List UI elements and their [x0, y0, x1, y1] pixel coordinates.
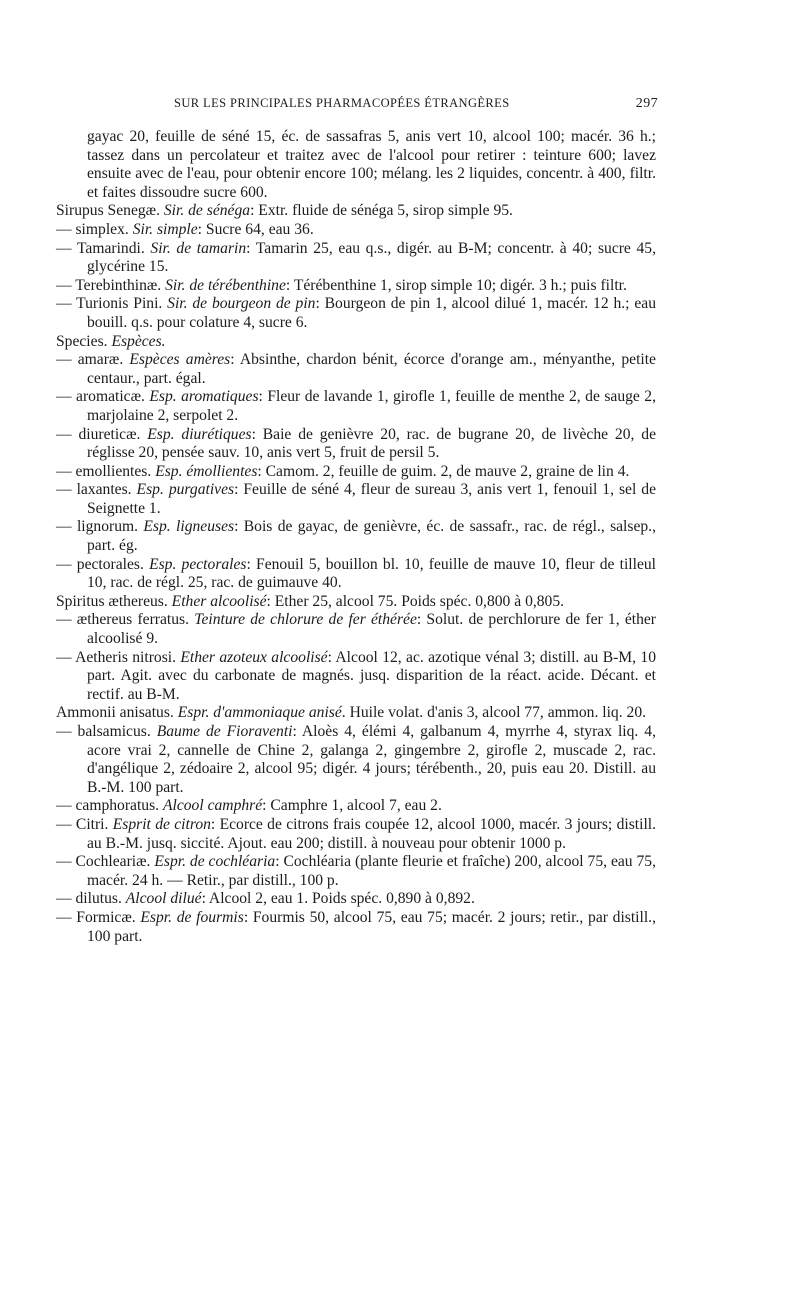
entry-french-name: Esp. aromatiques [149, 388, 259, 406]
entry-text: . Huile volat. d'anis 3, alcool 77, ammon. liq. 20. [341, 704, 647, 722]
recipe-entry [56, 388, 656, 425]
recipe-entry [56, 649, 656, 705]
entry-french-name: Sir. de sénéga [163, 202, 251, 220]
entry-text: : Térébenthine 1, sirop simple 10; digér. 3 h.; puis filtr. [285, 276, 627, 294]
recipe-entry [56, 221, 656, 240]
recipe-entry [56, 463, 656, 482]
recipe-entry [56, 295, 656, 332]
recipe-entry [56, 240, 656, 277]
entry-latin-name: — aromaticæ. [56, 388, 145, 406]
entry-french-name: Sir. de térébenthine [165, 276, 286, 294]
entry-french-name: Esp. pectorales [149, 555, 247, 573]
recipe-entry [56, 853, 656, 890]
recipe-entry [56, 704, 656, 723]
entry-text: : Cochléaria (plante fleurie et fraîche) 200, alcool 75, eau 75, macér. 24 h. — Retir., par distill., 100 p. [87, 853, 657, 889]
entry-french-name: Esp. ligneuses [143, 518, 235, 536]
entry-latin-name: — Terebinthinæ. [56, 276, 162, 294]
entry-text: gayac 20, feuille de séné 15, éc. de sassafras 5, anis vert 10, alcool 100; macér. 36 h.; tassez dans un percolateur et traitez avec de l'alcool pour retirer : teinture 600; lavez ensuite avec de l'eau, pour obtenir encore 100; mélang. les 2 liquides, concentr. à 400, filtr. et faites dissoudre sucre 600. [87, 128, 656, 201]
entry-text: : Fleur de lavande 1, girofle 1, feuille de menthe 2, de sauge 2, marjolaine 2, serpolet 2. [87, 388, 657, 424]
entry-text: : Tamarin 25, eau q.s., digér. au B-M; concentr. à 40; sucre 45, glycérine 15. [87, 239, 656, 276]
recipe-entry [56, 426, 656, 463]
recipe-entry [56, 518, 656, 555]
recipe-entry [56, 333, 656, 352]
entry-text: : Bourgeon de pin 1, alcool dilué 1, macér. 12 h.; eau bouill. q.s. pour colature 4, sucre 6. [87, 295, 656, 331]
entry-french-name: Ether alcoolisé [171, 592, 267, 610]
entry-text: : Ether 25, alcool 75. Poids spéc. 0,800 à 0,805. [266, 592, 565, 610]
entry-latin-name: — simplex. [56, 220, 129, 238]
entry-text: : Camphre 1, alcool 7, eau 2. [262, 797, 442, 815]
entry-french-name: Espr. d'ammoniaque anisé [177, 704, 342, 722]
entry-text: : Absinthe, chardon bénit, écorce d'orange am., ményanthe, petite centaur., part. égal. [87, 351, 656, 387]
entry-latin-name: — æthereus ferratus. [56, 611, 189, 629]
entry-text: : Feuille de séné 4, fleur de sureau 3, anis vert 1, fenouil 1, sel de Seignette 1. [87, 481, 656, 517]
entry-french-name: Ether azoteux alcoolisé [180, 648, 328, 666]
recipe-entry [56, 723, 656, 797]
entry-french-name: Espr. de fourmis [140, 908, 244, 926]
continued-paragraph [56, 128, 656, 202]
entry-text: : Alcool 12, ac. azotique vénal 3; distill. au B-M, 10 part. Agit. avec du carbonate de magnés. jusq. disparition de la réact. acide. Décant. et rectif. au B-M. [87, 648, 656, 703]
entry-latin-name: — Turionis Pini. [56, 295, 163, 313]
recipe-entry [56, 556, 656, 593]
entry-latin-name: — Formicæ. [56, 908, 136, 926]
entry-french-name: Esprit de citron [112, 815, 211, 833]
recipe-entry [56, 611, 656, 648]
page-number: 297 [635, 96, 658, 111]
entry-french-name: Esp. diurétiques [147, 425, 252, 443]
page-body [56, 128, 656, 946]
recipe-entry [56, 202, 656, 221]
recipe-entry [56, 816, 656, 853]
entry-latin-name: — Cochleariæ. [56, 853, 151, 871]
entry-latin-name: — lignorum. [56, 518, 139, 536]
entry-french-name: Espr. de cochléaria [154, 853, 276, 871]
running-title: SUR LES PRINCIPALES PHARMACOPÉES ÉTRANGÈRES [174, 96, 510, 110]
entry-french-name: Espèces. [111, 332, 166, 350]
recipe-entry [56, 481, 656, 518]
entry-latin-name: — Citri. [56, 815, 109, 833]
entry-french-name: Sir. simple [132, 220, 198, 238]
entry-latin-name: — amaræ. [56, 351, 124, 369]
entry-text: : Fenouil 5, bouillon bl. 10, feuille de mauve 10, fleur de tilleul 10, rac. de régl. 25, rac. de guimauve 40. [87, 555, 656, 592]
entry-latin-name: Ammonii anisatus. [56, 704, 174, 722]
entry-french-name: Esp. purgatives [136, 481, 235, 499]
entry-french-name: Espèces amères [129, 351, 231, 369]
entry-text: : Sucre 64, eau 36. [197, 220, 314, 238]
entry-text: : Baie de genièvre 20, rac. de bugrane 20, de livèche 20, de réglisse 20, pensée sauv. 10, anis vert 5, fruit de persil 5. [87, 425, 656, 462]
entry-text: : Aloès 4, élémi 4, galbanum 4, myrrhe 4, styrax liq. 4, acore vrai 2, cannelle de Chine 2, galanga 2, gingembre 2, girofle 2, muscade 2, rac. d'angélique 2, zédoaire 2, alcool 95; digér. 4 jours; térébenth., 20, puis eau 20. Distill. au B.-M. 100 part. [87, 723, 656, 796]
entry-latin-name: — Aetheris nitrosi. [56, 648, 176, 666]
entry-text: : Solut. de perchlorure de fer 1, éther alcoolisé 9. [87, 611, 657, 648]
entry-text: : Ecorce de citrons frais coupée 12, alcool 1000, macér. 3 jours; distill. au B.-M. jusq. siccité. Ajout. eau 200; distill. à nouveau pour obtenir 1000 p. [87, 815, 657, 852]
recipe-entry [56, 797, 656, 816]
entry-latin-name: — camphoratus. [56, 797, 160, 815]
entry-text: : Bois de gayac, de genièvre, éc. de sassafr., rac. de régl., salsep., part. ég. [87, 518, 656, 555]
entry-latin-name: — dilutus. [56, 890, 122, 908]
entry-latin-name: — diureticæ. [56, 425, 141, 443]
entry-latin-name: — emollientes. [56, 462, 152, 480]
entry-latin-name: — Tamarindi. [56, 239, 145, 257]
entry-latin-name: — balsamicus. [56, 723, 151, 740]
entry-text: : Camom. 2, feuille de guim. 2, de mauve 2, graine de lin 4. [257, 462, 630, 480]
entry-french-name: Alcool camphré [162, 797, 263, 815]
recipe-entry [56, 351, 656, 388]
entry-french-name: Baume de Fioraventi [156, 723, 293, 740]
entry-french-name: Alcool dilué [125, 890, 202, 908]
entry-french-name: Teinture de chlorure de fer éthérée [194, 611, 417, 629]
entry-latin-name: Spiritus æthereus. [56, 592, 168, 610]
entry-french-name: Sir. de bourgeon de pin [167, 295, 316, 313]
entry-latin-name: Sirupus Senegæ. [56, 202, 160, 220]
entry-latin-name: — laxantes. [56, 481, 132, 499]
recipe-entry [56, 890, 656, 909]
entry-french-name: Sir. de tamarin [150, 239, 247, 257]
entry-text: : Extr. fluide de sénéga 5, sirop simple 95. [250, 202, 513, 220]
entry-text: : Fourmis 50, alcool 75, eau 75; macér. 2 jours; retir., par distill., 100 part. [87, 908, 656, 945]
entry-latin-name: — pectorales. [56, 555, 144, 573]
recipe-entry [56, 909, 656, 946]
recipe-entry [56, 593, 656, 612]
entry-french-name: Esp. émollientes [155, 462, 258, 480]
recipe-entry [56, 277, 656, 296]
entry-latin-name: Species. [56, 332, 108, 350]
entry-text: : Alcool 2, eau 1. Poids spéc. 0,890 à 0,892. [201, 890, 475, 908]
